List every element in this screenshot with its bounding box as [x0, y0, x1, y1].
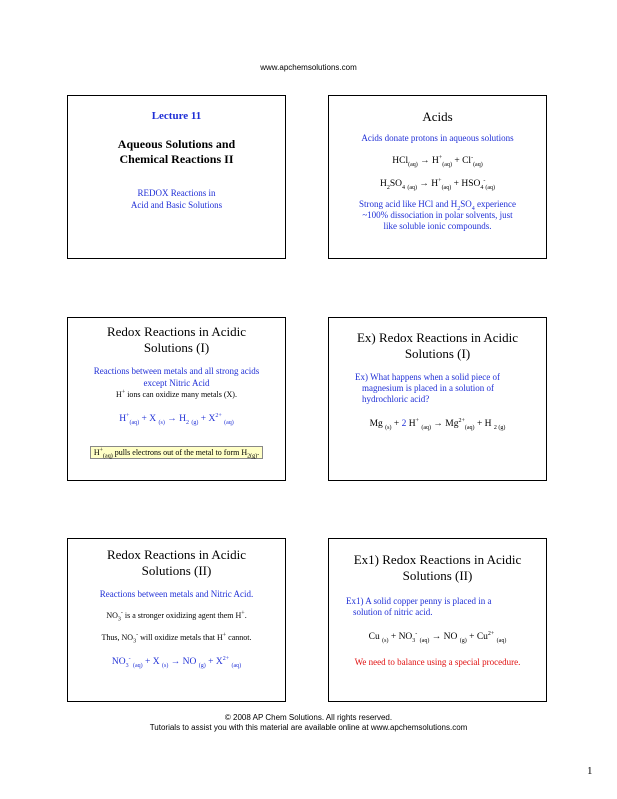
ions-note: H+ ions can oxidize many metals (X).	[116, 389, 237, 399]
slide-title: Ex1) Redox Reactions in Acidic Solutions (II)	[353, 552, 522, 583]
redox-intro: Reactions between metals and all strong acids except Nitric Acid	[93, 366, 260, 388]
equation-hcl: $HCl_{(aq)} \to H^+_{(aq)} + Cl^-_{(aq)}$	[392, 154, 483, 168]
subtitle-line-1: REDOX Reactions in	[137, 188, 216, 198]
equation-magnesium: Mg $_{(s)}$ + 2 H+ $_{(aq)} \to Mg^{2+}_{(aq)} + H$ $_{2 (g)}$	[369, 417, 506, 431]
balance-note: We need to balance using a special procedure.	[354, 657, 521, 667]
nitrate-line-1: $NO_3^-$ is a stronger oxidizing agent them H+.	[106, 610, 247, 623]
title-line-2: Chemical Reactions II	[119, 152, 234, 166]
page-number: 1	[587, 765, 593, 777]
nitrate-line-2: Thus, $NO_3^-$ will oxidize metals that H+ cannot.	[101, 632, 252, 645]
lecture-number: Lecture 11	[151, 110, 202, 122]
slide-title: Acids	[422, 109, 453, 124]
slide-title	[68, 137, 285, 167]
equation-metal-acid: $H^+_{(aq)} + X$ $_{(s)} \to H_2$ $_{(g)} + X^{2+}$ $_{(aq)}$	[119, 412, 234, 426]
site-url: www.apchemsolutions.com	[260, 63, 357, 72]
subtitle-line-2: Acid and Basic Solutions	[130, 200, 223, 210]
example-question: Ex) What happens when a solid piece of magnesium is placed in a solution of hydrochloric acid?	[355, 372, 501, 404]
example-question: Ex1) A solid copper penny is placed in a solution of nitric acid.	[346, 596, 492, 617]
acids-intro: Acids donate protons in aqueous solutions	[361, 133, 514, 143]
slide-ex1-redox-acidic-2	[328, 538, 547, 702]
slide-redox-acidic-1	[67, 317, 286, 481]
acids-note: Strong acid like HCl and $H_2SO_4$ experience ~100% dissociation in polar solvents, just like soluble ionic compounds.	[359, 199, 516, 231]
footer	[0, 713, 617, 733]
tutorials-note: Tutorials to assist you with this material are available online at www.apchemsolutions.com	[149, 723, 468, 732]
equation-h2so4: $H_2SO_4$ $_{(aq)} \to H^+_{(aq)} + HSO_4^-_{(aq)}$	[379, 177, 496, 191]
slide-title: Redox Reactions in Acidic Solutions (II)	[106, 547, 246, 578]
copyright: © 2008 AP Chem Solutions. All rights reserved.	[224, 713, 393, 722]
title-line-1: Aqueous Solutions and	[117, 137, 236, 151]
slide-acids	[328, 95, 547, 259]
highlight-box: $H^+_{(aq)}$ pulls electrons out of the metal to form $H_{2(g)}$.	[68, 442, 285, 460]
slide-title: Ex) Redox Reactions in Acidic Solutions (I)	[356, 330, 519, 361]
slide-title: Redox Reactions in Acidic Solutions (I)	[106, 324, 246, 355]
nitric-intro: Reactions between metals and Nitric Acid.	[99, 589, 254, 599]
slide-lecture-title	[67, 95, 286, 259]
slide-redox-acidic-2	[67, 538, 286, 702]
equation-copper: Cu $_{(s)} + NO_3^-$ $_{(aq)}$ → NO $_{(g)} + Cu^{2+}$ $_{(aq)}$	[368, 630, 507, 644]
slide-subtitle	[68, 187, 285, 211]
equation-nitric: $NO_3^-$ $_{(aq)}$ + X $_{(s)}$ → NO $_{(g)} + X^{2+}$ $_{(aq)}$	[111, 655, 242, 669]
slide-ex-redox-acidic-1	[328, 317, 547, 481]
